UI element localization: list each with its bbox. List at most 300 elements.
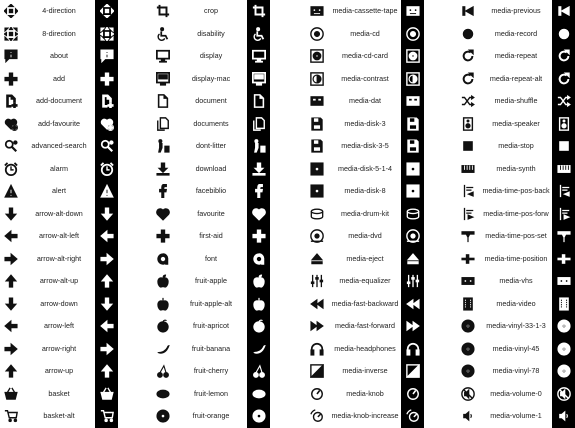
arrow-down-inverse-icon xyxy=(95,293,118,316)
icon-label: display-mac xyxy=(191,73,231,83)
alert-icon xyxy=(2,182,20,200)
icon-label: fruit-lemon xyxy=(194,388,228,398)
icon-entry-media-knob-increase xyxy=(306,405,424,428)
icon-entry-media-time-pos-forw xyxy=(457,203,575,226)
icon-entry-dont-litter xyxy=(152,135,270,158)
fruit-lemon-inverse-icon xyxy=(247,383,270,406)
icon-label: media-disk-5-1-4 xyxy=(338,163,392,173)
about-icon xyxy=(2,47,20,65)
heart-icon xyxy=(154,205,172,223)
icon-label: media-previous xyxy=(491,6,541,16)
icon-label: arrow-alt-up xyxy=(39,276,79,286)
add-icon xyxy=(2,70,20,88)
headphones-inverse-icon xyxy=(401,338,424,361)
vinyl-inverse-icon xyxy=(552,338,575,361)
icon-label: media-cassette-tape xyxy=(332,6,398,16)
icon-label: media-cd xyxy=(350,28,380,38)
icon-entry-media-headphones xyxy=(306,338,424,361)
icon-label: media-disk-8 xyxy=(344,186,386,196)
icon-entry-media-dat xyxy=(306,90,424,113)
arrow-up-icon xyxy=(2,362,20,380)
time-pos-forw-icon xyxy=(459,205,477,223)
icon-label: media-fast-backward xyxy=(331,298,399,308)
fruit-banana-icon xyxy=(154,340,172,358)
icon-entry-4-direction xyxy=(0,0,118,23)
display-inverse-icon xyxy=(247,45,270,68)
arrow-down-icon xyxy=(2,205,20,223)
icon-column xyxy=(457,0,575,428)
icon-entry-media-time-pos-back xyxy=(457,180,575,203)
facebook-inverse-icon xyxy=(247,180,270,203)
icon-entry-add-favourite xyxy=(0,113,118,136)
icon-label: media-repeat-alt xyxy=(489,73,543,83)
eight-direction-icon xyxy=(2,25,20,43)
facebook-icon xyxy=(154,182,172,200)
icon-entry-media-video xyxy=(457,293,575,316)
arrow-right-icon xyxy=(2,250,20,268)
icon-label: fruit-apple xyxy=(195,276,227,286)
icon-entry-document xyxy=(152,90,270,113)
equalizer-inverse-icon xyxy=(401,270,424,293)
alarm-inverse-icon xyxy=(95,158,118,181)
speaker-icon xyxy=(459,115,477,133)
icon-entry-fruit-lemon xyxy=(152,383,270,406)
icon-label: media-vinyl-78 xyxy=(492,366,540,376)
icon-entry-fruit-apricot xyxy=(152,315,270,338)
time-pos-set-inverse-icon xyxy=(552,225,575,248)
documents-icon xyxy=(154,115,172,133)
icon-label: add xyxy=(53,73,65,83)
icon-label: documents xyxy=(193,118,229,128)
basket-alt-icon xyxy=(2,407,20,425)
knob-inverse-icon xyxy=(401,383,424,406)
repeat-inverse-icon xyxy=(552,45,575,68)
icon-label: media-headphones xyxy=(334,343,396,353)
icon-label: media-fast-forward xyxy=(335,321,395,331)
dat-inverse-icon xyxy=(401,90,424,113)
icon-entry-fruit-orange xyxy=(152,405,270,428)
icon-entry-media-synth xyxy=(457,158,575,181)
icon-label: arrow-left xyxy=(44,321,74,331)
icon-label: media-vinyl-33-1-3 xyxy=(486,321,546,331)
cd-card-icon xyxy=(308,47,326,65)
cd-inverse-icon xyxy=(401,23,424,46)
icon-label: about xyxy=(50,51,68,61)
basket-inverse-icon xyxy=(95,383,118,406)
icon-entry-add xyxy=(0,68,118,91)
icon-entry-media-disk-3 xyxy=(306,113,424,136)
icon-label: media-vinyl-45 xyxy=(492,343,540,353)
icon-entry-media-fast-forward xyxy=(306,315,424,338)
icon-column xyxy=(306,0,424,428)
icon-label: fruit-orange xyxy=(192,411,230,421)
icon-entry-media-eject xyxy=(306,248,424,271)
icon-entry-arrow-alt-up xyxy=(0,270,118,293)
icon-entry-media-fast-backward xyxy=(306,293,424,316)
disk-icon xyxy=(308,137,326,155)
icon-entry-fruit-banana xyxy=(152,338,270,361)
icon-label: arrow-right xyxy=(41,343,77,353)
arrow-left-icon xyxy=(2,317,20,335)
icon-label: media-knob xyxy=(346,388,384,398)
icon-entry-media-cd xyxy=(306,23,424,46)
icon-label: media-repeat xyxy=(494,51,538,61)
repeat-icon xyxy=(459,70,477,88)
disk-square-icon xyxy=(308,160,326,178)
icon-label: media-vhs xyxy=(499,276,533,286)
cassette-icon xyxy=(308,2,326,20)
icon-label: media-knob-increase xyxy=(331,411,399,421)
fast-backward-inverse-icon xyxy=(401,293,424,316)
vinyl-inverse-icon xyxy=(552,360,575,383)
icon-label: media-shuffle xyxy=(494,96,538,106)
icon-label: media-stop xyxy=(498,141,534,151)
disk-square-inverse-icon xyxy=(401,180,424,203)
time-pos-set-icon xyxy=(459,227,477,245)
advanced-search-icon xyxy=(2,137,20,155)
icon-label: media-time-pos-forw xyxy=(483,208,549,218)
volume-low-icon xyxy=(459,407,477,425)
arrow-left-inverse-icon xyxy=(95,315,118,338)
record-icon xyxy=(459,25,477,43)
add-document-inverse-icon xyxy=(95,90,118,113)
icon-label: arrow-alt-left xyxy=(39,231,79,241)
icon-label: 8-direction xyxy=(42,28,76,38)
document-inverse-icon xyxy=(247,90,270,113)
icon-entry-media-record xyxy=(457,23,575,46)
icon-label: add-document xyxy=(36,96,82,106)
icon-column xyxy=(152,0,270,428)
icon-label: arrow-down xyxy=(40,298,78,308)
icon-entry-media-dvd xyxy=(306,225,424,248)
icon-entry-arrow-right xyxy=(0,338,118,361)
icon-label: media-inverse xyxy=(342,366,388,376)
eight-direction-inverse-icon xyxy=(95,23,118,46)
equalizer-icon xyxy=(308,272,326,290)
icon-label: fruit-cherry xyxy=(193,366,229,376)
volume-mute-icon xyxy=(459,385,477,403)
icon-entry-media-speaker xyxy=(457,113,575,136)
previous-icon xyxy=(459,2,477,20)
disk-square-inverse-icon xyxy=(401,158,424,181)
vhs-inverse-icon xyxy=(552,270,575,293)
four-direction-icon xyxy=(2,2,20,20)
icon-label: basket xyxy=(48,388,70,398)
about-inverse-icon xyxy=(95,45,118,68)
icon-entry-arrow-alt-right xyxy=(0,248,118,271)
stop-icon xyxy=(459,137,477,155)
icon-label: font xyxy=(205,253,217,263)
icon-entry-media-disk-8 xyxy=(306,180,424,203)
icon-entry-fruit-apple xyxy=(152,270,270,293)
documents-inverse-icon xyxy=(247,113,270,136)
dat-icon xyxy=(308,92,326,110)
disability-inverse-icon xyxy=(247,23,270,46)
icon-entry-media-vinyl-78 xyxy=(457,360,575,383)
video-icon xyxy=(459,295,477,313)
icon-entry-media-vhs xyxy=(457,270,575,293)
time-position-icon xyxy=(459,250,477,268)
icon-entry-media-time-position xyxy=(457,248,575,271)
icon-entry-documents xyxy=(152,113,270,136)
crop-icon xyxy=(154,2,172,20)
icon-entry-media-disk-3-5 xyxy=(306,135,424,158)
icon-entry-display-mac xyxy=(152,68,270,91)
icon-entry-media-equalizer xyxy=(306,270,424,293)
eject-inverse-icon xyxy=(401,248,424,271)
icon-label: media-contrast xyxy=(341,73,389,83)
arrow-left-inverse-icon xyxy=(95,225,118,248)
fruit-cherry-inverse-icon xyxy=(247,360,270,383)
icon-entry-media-contrast xyxy=(306,68,424,91)
disk-inverse-icon xyxy=(401,113,424,136)
icon-label: favourite xyxy=(197,208,225,218)
first-aid-icon xyxy=(154,227,172,245)
icon-label: fruit-banana xyxy=(191,343,231,353)
icon-entry-add-document xyxy=(0,90,118,113)
icon-entry-media-cd-card xyxy=(306,45,424,68)
icon-entry-facebiblio xyxy=(152,180,270,203)
icon-entry-media-volume-1 xyxy=(457,405,575,428)
first-aid-inverse-icon xyxy=(247,225,270,248)
icon-entry-media-knob xyxy=(306,383,424,406)
arrow-up-inverse-icon xyxy=(95,270,118,293)
arrow-right-icon xyxy=(2,340,20,358)
font-inverse-icon xyxy=(247,248,270,271)
icon-label: arrow-alt-down xyxy=(35,208,83,218)
fruit-banana-inverse-icon xyxy=(247,338,270,361)
icon-label: disability xyxy=(197,28,225,38)
fruit-apple-alt-inverse-icon xyxy=(247,293,270,316)
drum-kit-icon xyxy=(308,205,326,223)
icon-entry-media-vinyl-45 xyxy=(457,338,575,361)
document-icon xyxy=(154,92,172,110)
contrast-icon xyxy=(308,70,326,88)
fruit-cherry-icon xyxy=(154,362,172,380)
icon-entry-fruit-cherry xyxy=(152,360,270,383)
icon-entry-arrow-alt-down xyxy=(0,203,118,226)
icon-entry-arrow-left xyxy=(0,315,118,338)
icon-label: media-disk-3 xyxy=(344,118,386,128)
icon-label: add-favourite xyxy=(38,118,80,128)
icon-entry-media-vinyl-33-1-3 xyxy=(457,315,575,338)
dont-litter-icon xyxy=(154,137,172,155)
icon-label: media-drum-kit xyxy=(341,208,389,218)
arrow-left-icon xyxy=(2,227,20,245)
fruit-lemon-icon xyxy=(154,385,172,403)
eject-icon xyxy=(308,250,326,268)
icon-label: media-record xyxy=(494,28,538,38)
alarm-icon xyxy=(2,160,20,178)
display-icon xyxy=(154,47,172,65)
fruit-apple-icon xyxy=(154,272,172,290)
dvd-icon xyxy=(308,227,326,245)
icon-entry-media-previous xyxy=(457,0,575,23)
time-pos-back-inverse-icon xyxy=(552,180,575,203)
icon-entry-8-direction xyxy=(0,23,118,46)
drum-kit-inverse-icon xyxy=(401,203,424,226)
cassette-inverse-icon xyxy=(401,0,424,23)
icon-label: document xyxy=(195,96,227,106)
disability-icon xyxy=(154,25,172,43)
download-inverse-icon xyxy=(247,158,270,181)
disk-inverse-icon xyxy=(401,135,424,158)
fruit-apple-inverse-icon xyxy=(247,270,270,293)
icon-label: media-video xyxy=(496,298,536,308)
icon-entry-basket xyxy=(0,383,118,406)
icon-label: media-synth xyxy=(496,163,536,173)
font-icon xyxy=(154,250,172,268)
icon-label: media-cd-card xyxy=(342,51,388,61)
icon-entry-media-inverse xyxy=(306,360,424,383)
time-position-inverse-icon xyxy=(552,248,575,271)
shuffle-icon xyxy=(459,92,477,110)
icon-entry-arrow-down xyxy=(0,293,118,316)
icon-entry-disability xyxy=(152,23,270,46)
icon-entry-download xyxy=(152,158,270,181)
icon-entry-fruit-apple-alt xyxy=(152,293,270,316)
basket-alt-inverse-icon xyxy=(95,405,118,428)
advanced-search-inverse-icon xyxy=(95,135,118,158)
fast-backward-icon xyxy=(308,295,326,313)
fruit-apricot-inverse-icon xyxy=(247,315,270,338)
icon-label: media-eject xyxy=(346,253,384,263)
vinyl-icon xyxy=(459,317,477,335)
basket-icon xyxy=(2,385,20,403)
contrast-inverse-icon xyxy=(401,68,424,91)
add-favourite-inverse-icon xyxy=(95,113,118,136)
icon-label: first-aid xyxy=(199,231,223,241)
knob-increase-icon xyxy=(308,407,326,425)
icon-entry-display xyxy=(152,45,270,68)
synth-icon xyxy=(459,160,477,178)
icon-label: media-time-pos-back xyxy=(482,186,550,196)
download-icon xyxy=(154,160,172,178)
fruit-orange-inverse-icon xyxy=(247,405,270,428)
cd-card-inverse-icon xyxy=(401,45,424,68)
shuffle-inverse-icon xyxy=(552,90,575,113)
icon-label: alert xyxy=(52,186,66,196)
arrow-right-inverse-icon xyxy=(95,338,118,361)
volume-mute-inverse-icon xyxy=(552,383,575,406)
time-pos-forw-inverse-icon xyxy=(552,203,575,226)
volume-low-inverse-icon xyxy=(552,405,575,428)
fast-forward-inverse-icon xyxy=(401,315,424,338)
disk-icon xyxy=(308,115,326,133)
icon-label: media-volume-1 xyxy=(490,411,542,421)
icon-label: media-time-pos-set xyxy=(485,231,547,241)
disk-square-icon xyxy=(308,182,326,200)
icon-entry-favourite xyxy=(152,203,270,226)
icon-column xyxy=(0,0,118,428)
icon-label: media-time-position xyxy=(484,253,548,263)
icon-label: alarm xyxy=(50,163,68,173)
icon-label: fruit-apple-alt xyxy=(190,298,232,308)
add-document-icon xyxy=(2,92,20,110)
vhs-icon xyxy=(459,272,477,290)
inverse-icon xyxy=(308,362,326,380)
knob-increase-inverse-icon xyxy=(401,405,424,428)
four-direction-inverse-icon xyxy=(95,0,118,23)
icon-label: media-disk-3-5 xyxy=(341,141,389,151)
crop-inverse-icon xyxy=(247,0,270,23)
icon-entry-media-disk-5-1-4 xyxy=(306,158,424,181)
previous-inverse-icon xyxy=(552,0,575,23)
video-inverse-icon xyxy=(552,293,575,316)
icon-entry-first-aid xyxy=(152,225,270,248)
vinyl-icon xyxy=(459,340,477,358)
arrow-up-inverse-icon xyxy=(95,360,118,383)
repeat-inverse-icon xyxy=(552,68,575,91)
fruit-orange-icon xyxy=(154,407,172,425)
arrow-right-inverse-icon xyxy=(95,248,118,271)
icon-label: 4-direction xyxy=(42,6,76,16)
icon-entry-arrow-up xyxy=(0,360,118,383)
icon-label: media-dat xyxy=(349,96,381,106)
record-inverse-icon xyxy=(552,23,575,46)
headphones-icon xyxy=(308,340,326,358)
icon-entry-media-repeat xyxy=(457,45,575,68)
icon-label: arrow-up xyxy=(44,366,74,376)
display-mac-icon xyxy=(154,70,172,88)
icon-label: advanced-search xyxy=(31,141,87,151)
icon-label: download xyxy=(195,163,227,173)
icon-entry-font xyxy=(152,248,270,271)
cd-icon xyxy=(308,25,326,43)
arrow-up-icon xyxy=(2,272,20,290)
icon-label: basket-alt xyxy=(43,411,75,421)
icon-entry-alarm xyxy=(0,158,118,181)
heart-inverse-icon xyxy=(247,203,270,226)
icon-label: media-volume-0 xyxy=(490,388,542,398)
add-favourite-icon xyxy=(2,115,20,133)
icon-label: media-dvd xyxy=(348,231,382,241)
icon-entry-media-cassette-tape xyxy=(306,0,424,23)
icon-label: crop xyxy=(204,6,218,16)
icon-entry-about xyxy=(0,45,118,68)
stop-inverse-icon xyxy=(552,135,575,158)
repeat-icon xyxy=(459,47,477,65)
icon-entry-media-repeat-alt xyxy=(457,68,575,91)
dont-litter-inverse-icon xyxy=(247,135,270,158)
icon-entry-crop xyxy=(152,0,270,23)
icon-label: dont-litter xyxy=(196,141,226,151)
icon-entry-arrow-alt-left xyxy=(0,225,118,248)
speaker-inverse-icon xyxy=(552,113,575,136)
add-inverse-icon xyxy=(95,68,118,91)
vinyl-icon xyxy=(459,362,477,380)
icon-label: display xyxy=(199,51,223,61)
icon-entry-media-drum-kit xyxy=(306,203,424,226)
vinyl-inverse-icon xyxy=(552,315,575,338)
arrow-down-inverse-icon xyxy=(95,203,118,226)
fruit-apricot-icon xyxy=(154,317,172,335)
icon-entry-basket-alt xyxy=(0,405,118,428)
icon-entry-advanced-search xyxy=(0,135,118,158)
synth-inverse-icon xyxy=(552,158,575,181)
icon-entry-media-volume-0 xyxy=(457,383,575,406)
fast-forward-icon xyxy=(308,317,326,335)
icon-label: fruit-apricot xyxy=(193,321,229,331)
knob-icon xyxy=(308,385,326,403)
icon-label: media-speaker xyxy=(492,118,540,128)
icon-label: arrow-alt-right xyxy=(36,253,82,263)
arrow-down-icon xyxy=(2,295,20,313)
inverse-inverse-icon xyxy=(401,360,424,383)
icon-entry-media-stop xyxy=(457,135,575,158)
alert-inverse-icon xyxy=(95,180,118,203)
display-mac-inverse-icon xyxy=(247,68,270,91)
